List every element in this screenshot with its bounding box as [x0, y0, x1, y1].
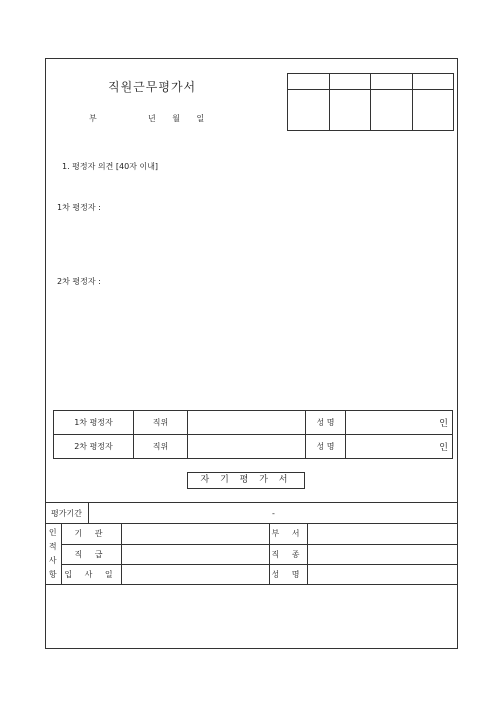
joined-label: 입 사 일	[61, 564, 121, 584]
name-label: 성 명	[306, 411, 346, 435]
personal-info-side-label	[45, 524, 61, 584]
approval-sign-cell[interactable]	[329, 90, 371, 131]
evaluator-level-label: 1차 평정자	[54, 411, 134, 435]
position-label: 직위	[134, 435, 188, 459]
period-field[interactable]: -	[89, 503, 459, 524]
grade-field[interactable]	[121, 544, 269, 564]
form-title: 직원근무평가서	[108, 80, 197, 94]
date-label: 년 월 일	[148, 114, 205, 123]
dept-field[interactable]	[307, 524, 458, 544]
approval-header-cell	[329, 74, 371, 90]
name-label: 성 명	[306, 435, 346, 459]
signature-table	[53, 410, 453, 459]
side-label-text: 인적사항	[48, 527, 57, 579]
job-field[interactable]	[307, 544, 458, 564]
joined-field[interactable]	[121, 564, 269, 584]
opinion-title: 1. 평정자 의견 [40자 이내]	[62, 162, 159, 171]
org-field[interactable]	[121, 524, 269, 544]
department-label: 부	[89, 114, 97, 123]
org-label: 기 관	[61, 524, 121, 544]
approval-sign-cell[interactable]	[288, 90, 330, 131]
position-field[interactable]	[188, 435, 306, 459]
self-evaluation-title: 자 기 평 가 서	[187, 472, 305, 489]
evaluator1-label: 1차 평정자 :	[57, 203, 101, 212]
position-label: 직위	[134, 411, 188, 435]
name-field[interactable]	[307, 564, 458, 584]
approval-sign-cell[interactable]	[371, 90, 413, 131]
grade-label: 직 급	[61, 544, 121, 564]
dept-label: 부 서	[269, 524, 307, 544]
position-field[interactable]	[188, 411, 306, 435]
signature-row	[54, 411, 453, 435]
evaluator-level-label: 2차 평정자	[54, 435, 134, 459]
approval-header-cell	[412, 74, 454, 90]
approval-header-cell	[288, 74, 330, 90]
period-label: 평가기간	[45, 503, 89, 524]
signature-row	[54, 435, 453, 459]
name-label: 성 명	[269, 564, 307, 584]
approval-sign-cell[interactable]	[412, 90, 454, 131]
job-label: 직 종	[269, 544, 307, 564]
evaluation-period-row	[45, 502, 458, 524]
approval-header-cell	[371, 74, 413, 90]
personal-info-table	[45, 524, 458, 585]
approval-box	[287, 73, 454, 131]
seal-field[interactable]: 인	[346, 435, 453, 459]
seal-field[interactable]: 인	[346, 411, 453, 435]
evaluator2-label: 2차 평정자 :	[57, 277, 101, 286]
